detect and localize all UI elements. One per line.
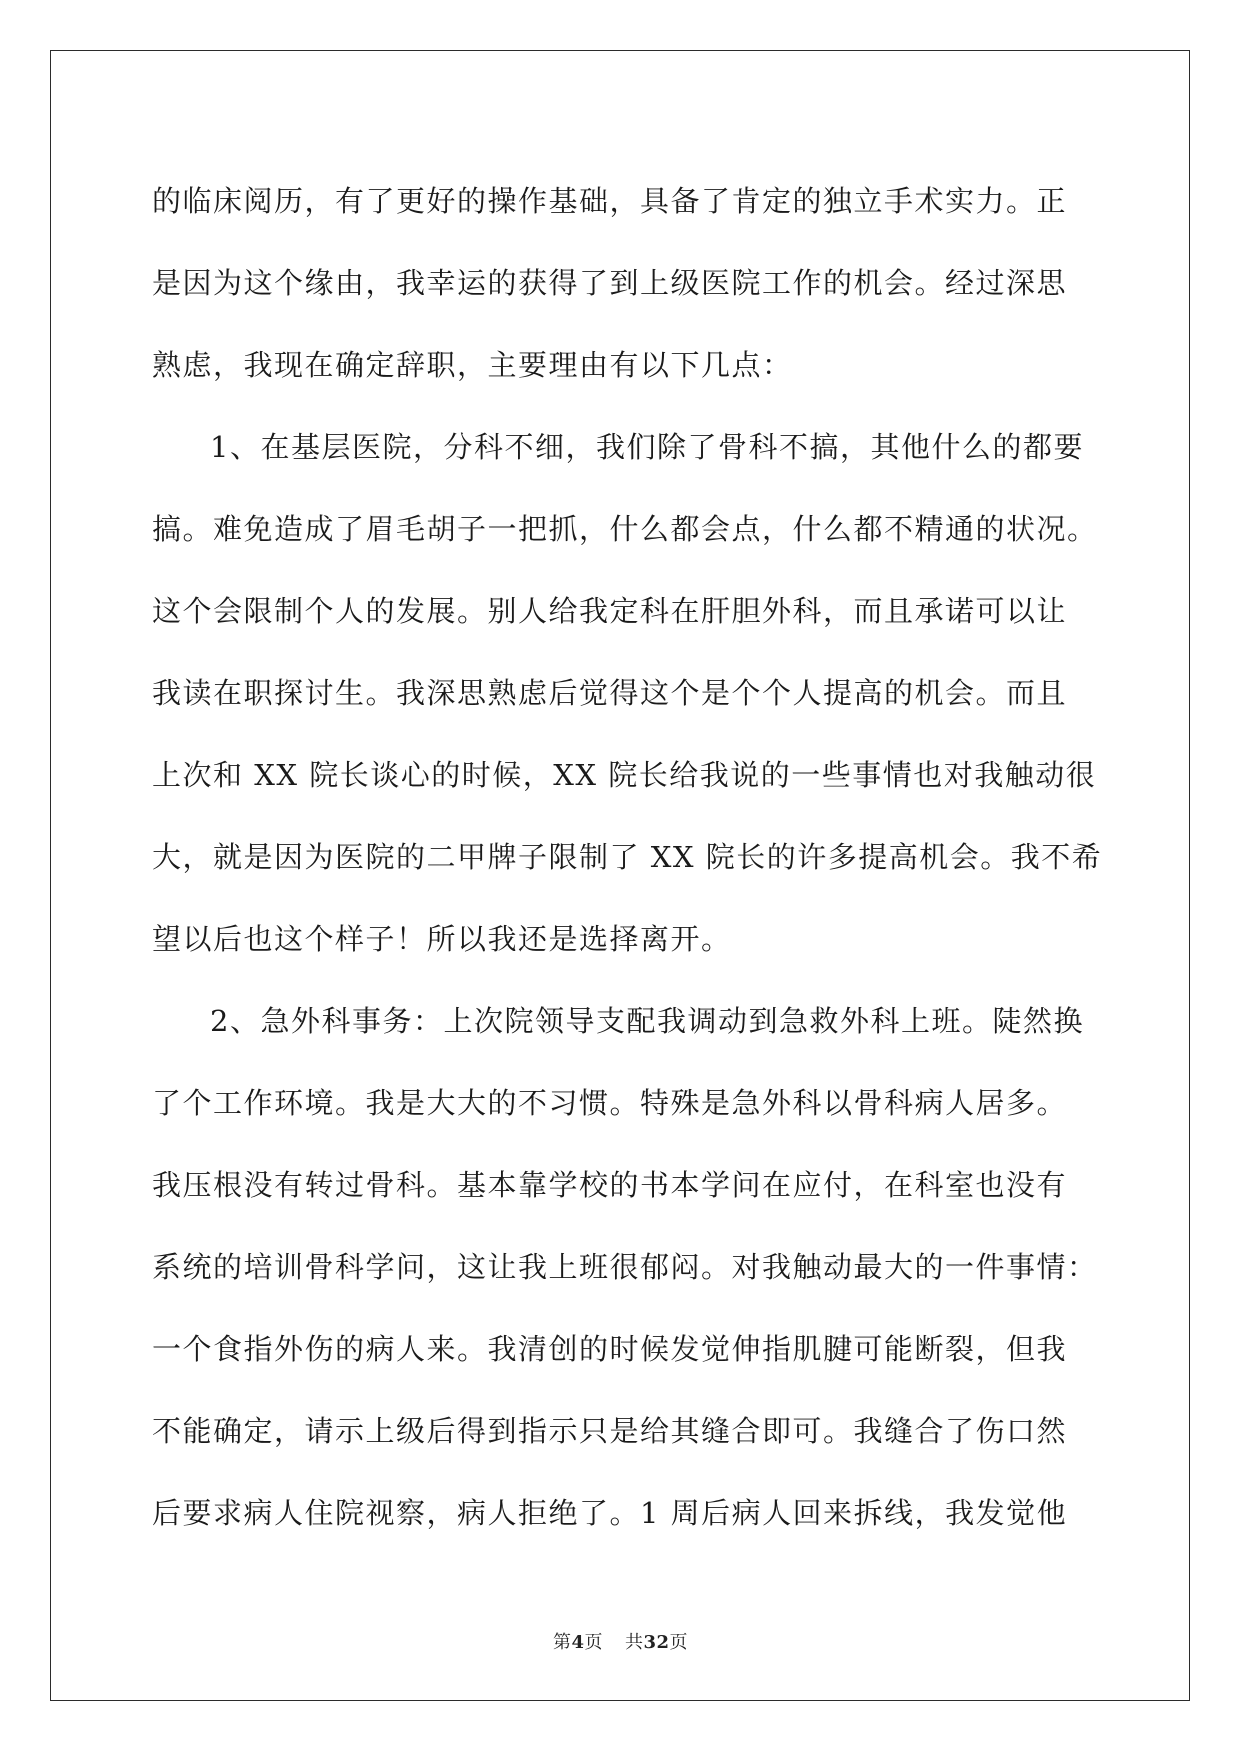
text-line: 不能确定，请示上级后得到指示只是给其缝合即可。我缝合了伤口然 xyxy=(152,1414,1068,1448)
text-line: 这个会限制个人的发展。别人给我定科在肝胆外科，而且承诺可以让 xyxy=(152,594,1068,628)
paragraph-1 xyxy=(152,160,1092,406)
text-line: 上次和 XX 院长谈心的时候，XX 院长给我说的一些事情也对我触动很 xyxy=(152,758,1097,792)
total-prefix: 共 xyxy=(624,1632,644,1653)
text-line: 熟虑，我现在确定辞职，主要理由有以下几点： xyxy=(152,348,793,382)
text-line: 的临床阅历，有了更好的操作基础，具备了肯定的独立手术实力。正 xyxy=(152,184,1068,218)
text-line: 是因为这个缘由，我幸运的获得了到上级医院工作的机会。经过深思 xyxy=(152,266,1068,300)
page-prefix: 第 xyxy=(552,1632,572,1653)
text-line: 搞。难免造成了眉毛胡子一把抓，什么都会点，什么都不精通的状况。 xyxy=(152,512,1098,546)
page-footer xyxy=(0,1628,1241,1654)
text-line: 一个食指外伤的病人来。我清创的时候发觉伸指肌腱可能断裂，但我 xyxy=(152,1332,1068,1366)
text-line: 2、急外科事务：上次院领导支配我调动到急救外科上班。陡然换 xyxy=(210,1004,1084,1038)
total-unit: 页 xyxy=(669,1632,689,1653)
text-line: 了个工作环境。我是大大的不习惯。特殊是急外科以骨科病人居多。 xyxy=(152,1086,1068,1120)
text-line: 我压根没有转过骨科。基本靠学校的书本学问在应付，在科室也没有 xyxy=(152,1168,1068,1202)
text-line: 大，就是因为医院的二甲牌子限制了 XX 院长的许多提高机会。我不希 xyxy=(152,840,1103,874)
page-current: 4 xyxy=(571,1632,585,1653)
page-total: 32 xyxy=(643,1632,670,1653)
text-line: 望以后也这个样子！所以我还是选择离开。 xyxy=(152,922,732,956)
document-body xyxy=(152,160,1103,1554)
page-unit: 页 xyxy=(584,1632,603,1653)
text-line: 1、在基层医院，分科不细，我们除了骨科不搞，其他什么的都要 xyxy=(210,430,1084,464)
text-line: 系统的培训骨科学问，这让我上班很郁闷。对我触动最大的一件事情： xyxy=(152,1250,1098,1284)
text-line: 我读在职探讨生。我深思熟虑后觉得这个是个个人提高的机会。而且 xyxy=(152,676,1068,710)
paragraph-2 xyxy=(152,406,1103,980)
text-line: 后要求病人住院视察，病人拒绝了。1 周后病人回来拆线，我发觉他 xyxy=(152,1496,1068,1530)
paragraph-3 xyxy=(152,980,1098,1554)
